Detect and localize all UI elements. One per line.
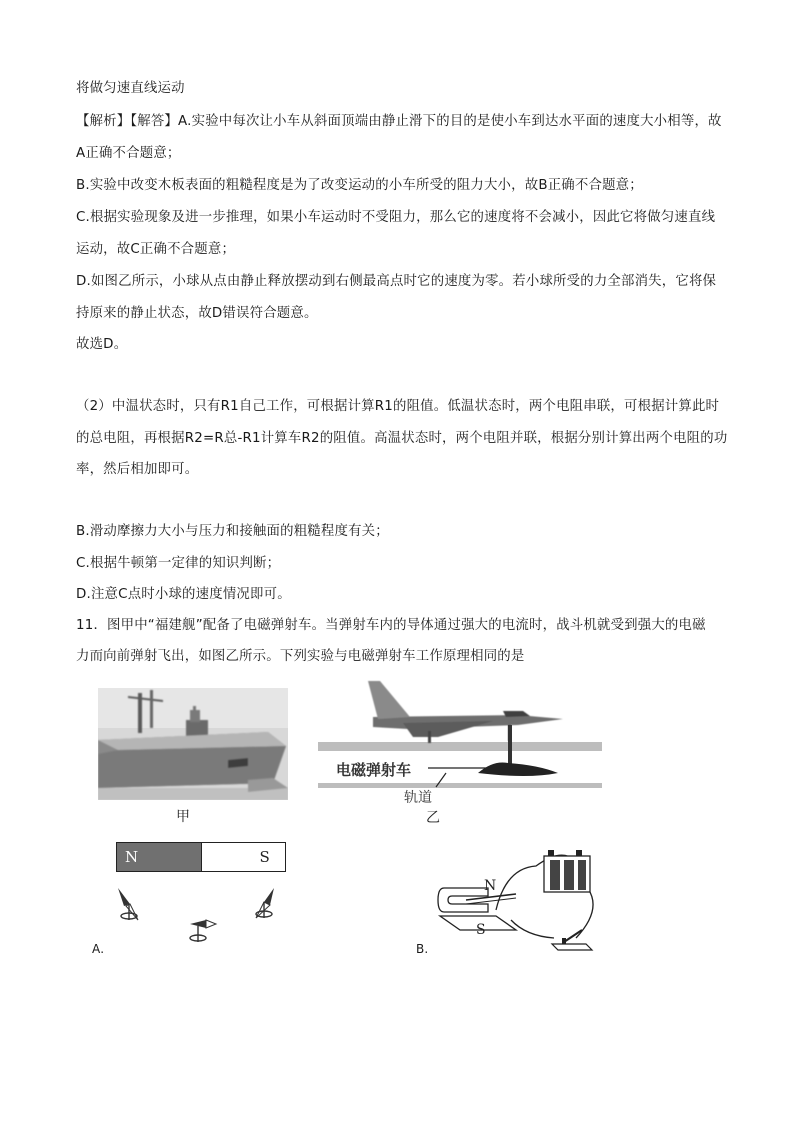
bar-magnet	[116, 842, 286, 872]
compass-middle-icon	[190, 920, 216, 942]
b-pole-n-label: N	[484, 878, 497, 894]
magnet-n-label: N	[125, 848, 139, 866]
text-line-12: 率，然后相加即可。	[76, 462, 199, 477]
catapult-shuttle-icon	[478, 762, 558, 776]
text-line-11: 的总电阻，再根据R2=R总-R1计算车R2的阻值。高温状态时，两个电阻并联，根据分别计算出两个电阻的功	[76, 431, 728, 446]
figure-jia-caption: 甲	[176, 809, 190, 825]
option-a-label: A.	[92, 942, 105, 956]
compass-needles	[112, 882, 290, 948]
text-line-8: 持原来的静止状态，故D错误符合题意。	[76, 306, 318, 321]
text-line-13: B.滑动摩擦力大小与压力和接触面的粗糙程度有关；	[76, 524, 389, 539]
label-catapult-car: 电磁弹射车	[336, 761, 412, 779]
battery-icon	[544, 850, 590, 892]
track-band-bottom	[318, 783, 602, 788]
magnet-s-label: S	[259, 848, 270, 866]
text-line-3: A正确不合题意；	[76, 146, 181, 161]
text-line-6: 运动，故C正确不合题意；	[76, 242, 236, 257]
figure-b-circuit	[436, 838, 616, 958]
text-line-7: D.如图乙所示，小球从点由静止释放摆动到右侧最高点时它的速度为零。若小球所受的力全部消失，它将保	[76, 274, 717, 289]
compass-right-icon	[256, 888, 274, 918]
text-line-5: C.根据实验现象及进一步推理，如果小车运动时不受阻力，那么它的速度将不会减小，因此它将做匀速直线	[76, 210, 716, 225]
text-line-17: 力而向前弹射飞出，如图乙所示。下列实验与电磁弹射车工作原理相同的是	[76, 649, 525, 664]
text-line-9: 故选D。	[76, 337, 128, 352]
switch-icon	[552, 930, 592, 950]
label-track: 轨道	[404, 790, 432, 806]
magnet-south-half	[201, 843, 286, 871]
option-b-label: B.	[416, 942, 429, 956]
text-line-14: C.根据牛顿第一定律的知识判断；	[76, 556, 281, 571]
text-line-1: 将做匀速直线运动	[76, 81, 185, 96]
text-line-2: 【解析】【解答】A.实验中每次让小车从斜面顶端由静止滑下的目的是使小车到达水平面的速度大小相等，故	[76, 114, 722, 129]
text-line-15: D.注意C点时小球的速度情况即可。	[76, 587, 291, 602]
figure-yi-caption: 乙	[426, 810, 440, 826]
text-line-4: B.实验中改变木板表面的粗糙程度是为了改变运动的小车所受的阻力大小，故B正确不合题意；	[76, 178, 643, 193]
text-line-10: （2）中温状态时，只有R1自己工作，可根据计算R1的阻值。低温状态时，两个电阻串联，可根据计算此时	[76, 399, 720, 414]
text-line-16: 11．图甲中“福建舰”配备了电磁弹射车。当弹射车内的导体通过强大的电流时，战斗机就受到强大的电磁	[76, 618, 706, 633]
compass-left-icon	[118, 888, 138, 920]
figure-jia-carrier-photo	[98, 688, 288, 800]
b-pole-s-label: S	[476, 922, 486, 938]
track-band-top	[318, 742, 602, 751]
jet-icon	[368, 681, 563, 743]
magnet-north-half	[117, 843, 201, 871]
